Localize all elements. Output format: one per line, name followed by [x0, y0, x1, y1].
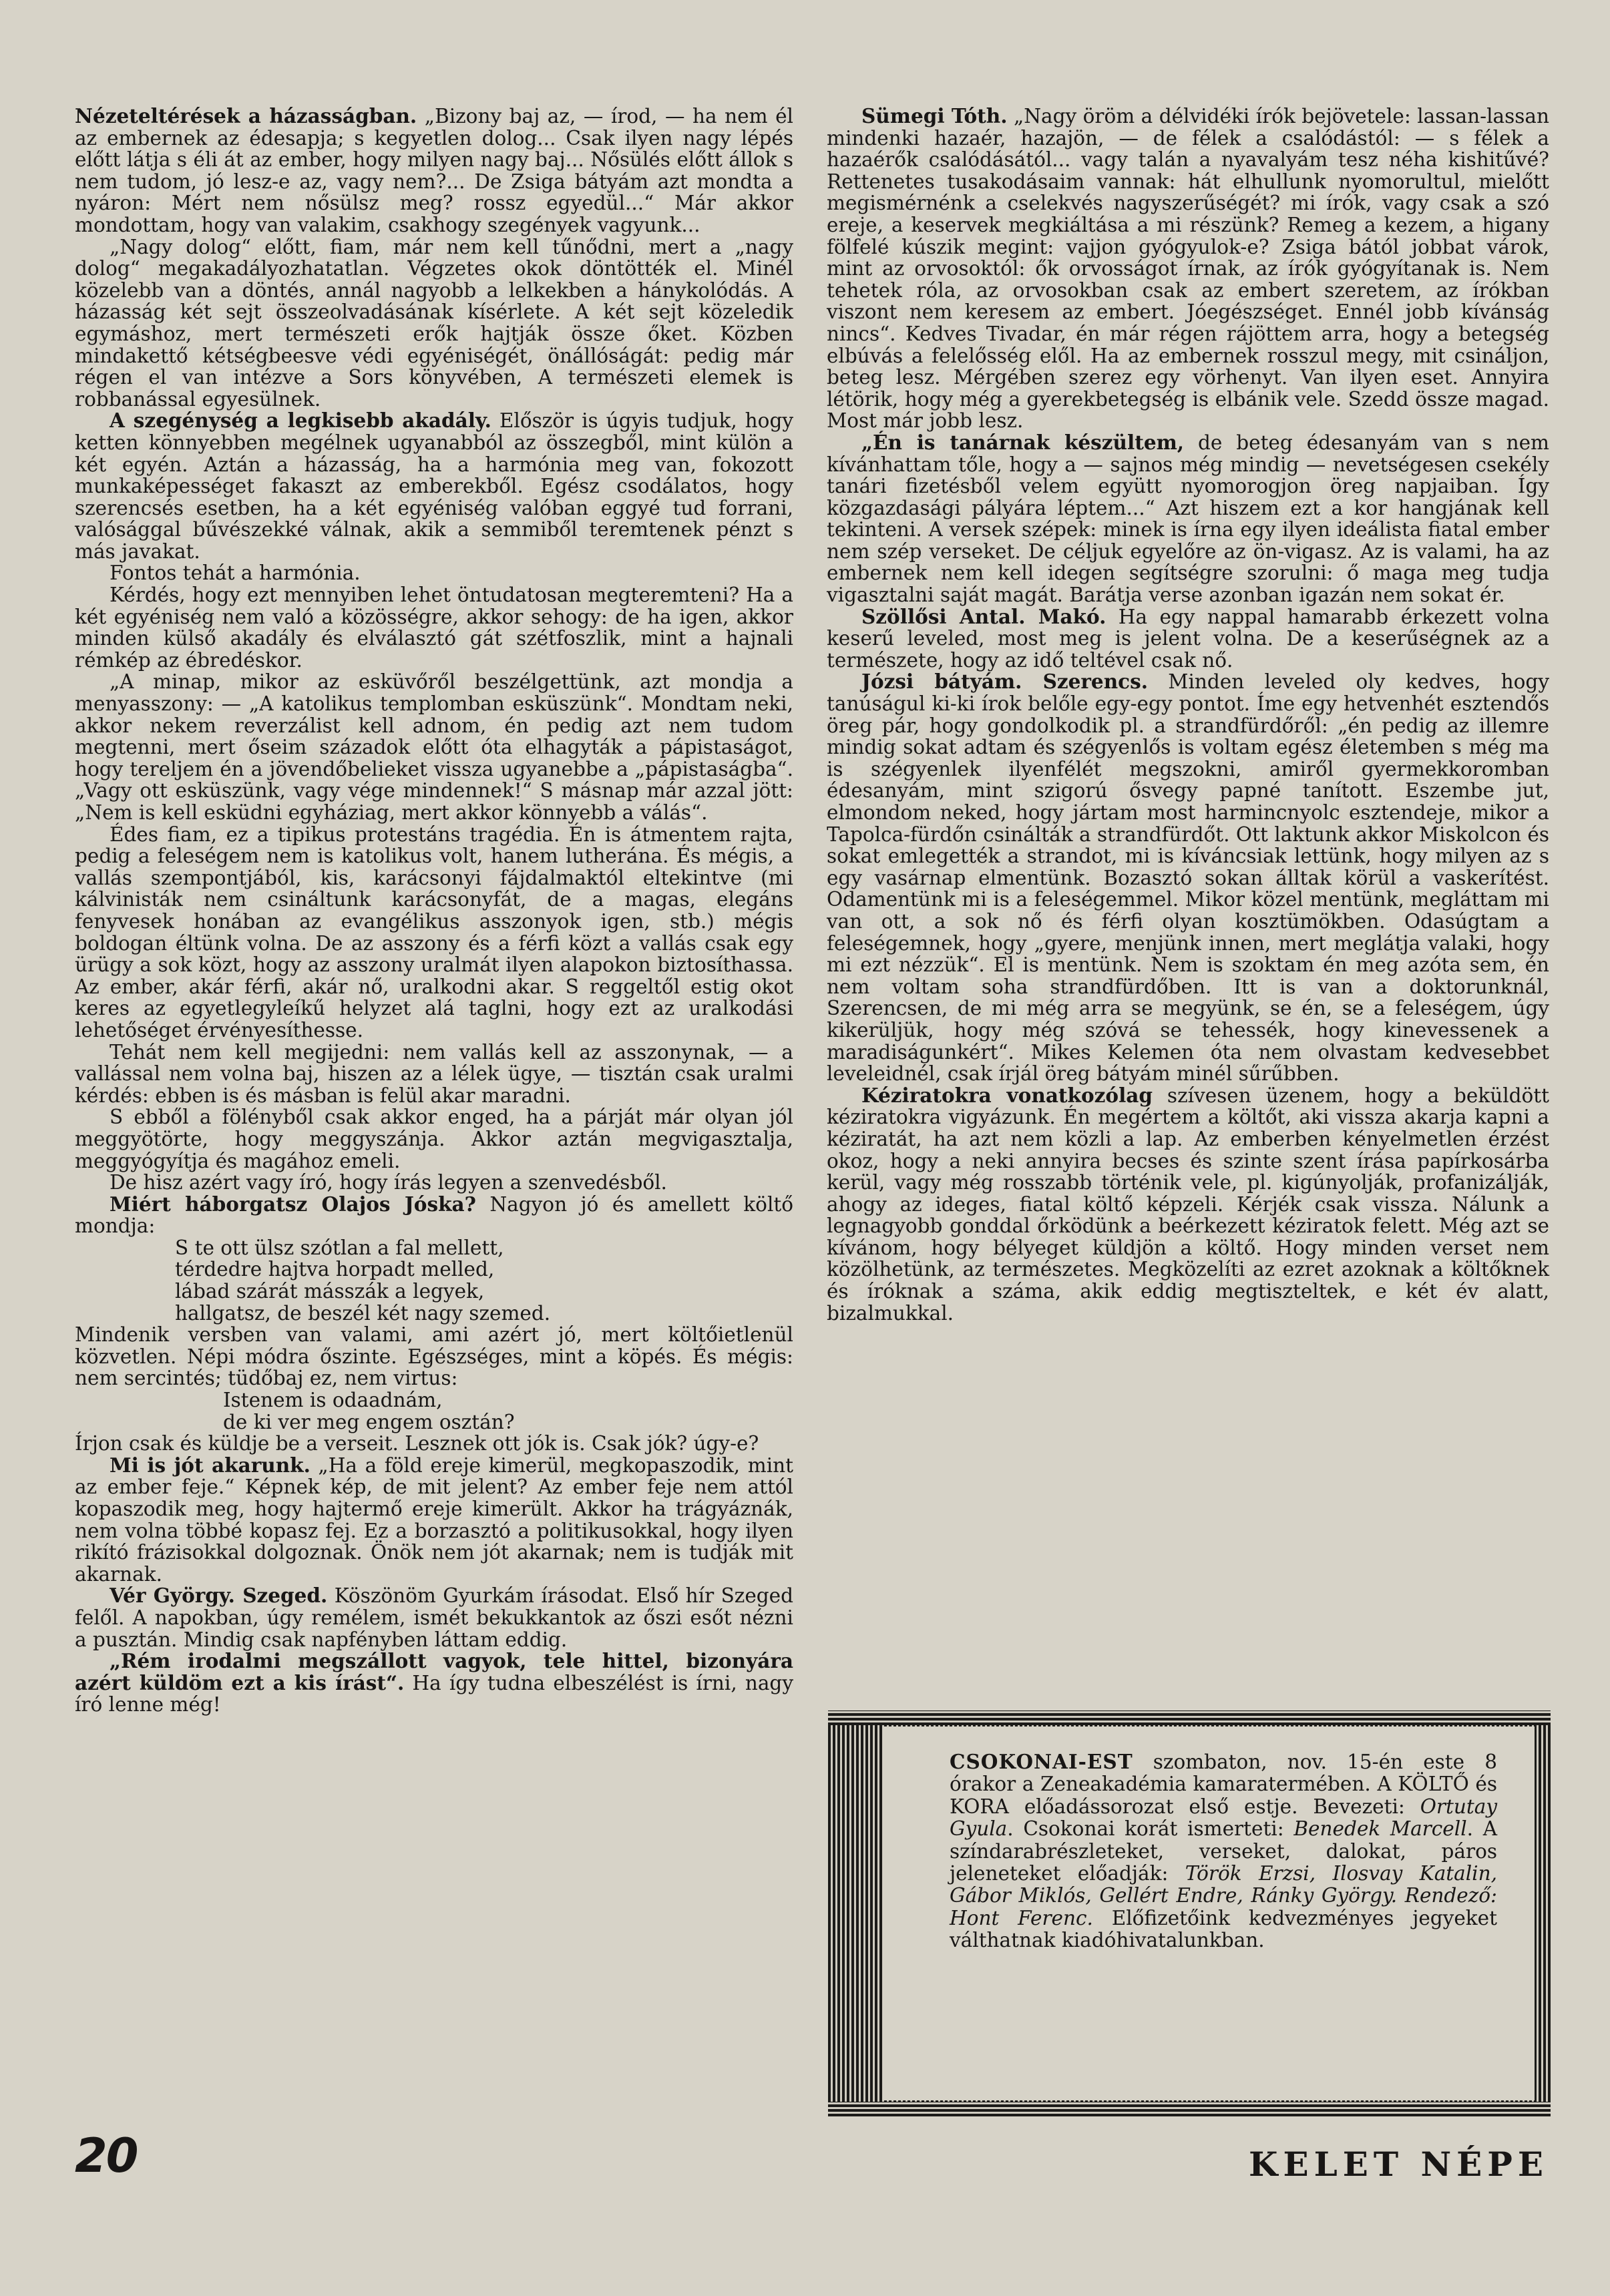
paragraph-text: Ha egy nappal hamarabb érkezett volna keserű leveled, most meg is jelent volna. De a keserűségnek az a természete, hogy az idő teltével csak nő. — [827, 605, 1549, 672]
poem-line: Istenem is odaadnám, — [223, 1389, 443, 1412]
paragraph — [75, 584, 793, 671]
reader-heading: „Rém irodalmi megszállott vagyok, tele hittel, bizonyára azért küldöm ezt a kis írást“. — [75, 1649, 793, 1694]
reader-heading: Nézeteltérések a házasságban. — [75, 104, 417, 128]
reader-heading: Miért háborgatsz Olajos Jóska? — [110, 1192, 476, 1216]
notice-text: . A színdarabrészleteket, verseket, dalokat, páros jeleneteket előadják: — [950, 1817, 1497, 1885]
poem-line: hallgatsz, de beszél két nagy szemed. — [175, 1301, 551, 1325]
performer-names: Török Erzsi, Ilosvay Katalin, Gábor Miklós, Gellért Endre, Ránky György. — [950, 1862, 1497, 1907]
reader-heading: Vér György. Szeged. — [110, 1584, 328, 1608]
border-stripes-bottom — [828, 2102, 1551, 2116]
paragraph — [75, 105, 793, 236]
magazine-name: KELET NÉPE — [1249, 2144, 1549, 2184]
paragraph-text: „A minap, mikor az esküvőről beszélgettünk, azt mondja a menyasszony: — „A katolikus templomban esküszünk“. Mondtam neki, akkor nekem reverzálist kell adnom, én pedig azt nem tudom megtenni, mert őseim századok előtt óta elhagyták a pápistaságot, hogy tereljem én a jövendőbelieket vissza ugyanebbe a „pápistaságba“. „Vagy ott esküszünk, vagy vége mindennek!“ S másnap már azzal jött: „Nem is kell esküdni egyháziag, mert akkor könnyebb a válás“. — [75, 670, 793, 824]
event-notice-box — [828, 1710, 1551, 2116]
event-title: CSOKONAI-EST — [950, 1750, 1133, 1773]
poem-line: térdedre hajtva horpadt melled, — [175, 1258, 495, 1281]
border-stripes-top — [828, 1710, 1551, 1725]
paragraph-text: Fontos tehát a harmónia. — [110, 561, 361, 585]
paragraph-text: Ha így tudna elbeszélést is írni, nagy író lenne még! — [75, 1671, 793, 1716]
left-column — [75, 105, 793, 1716]
paragraph — [75, 1455, 793, 1586]
reader-heading: Kéziratokra vonatkozólag — [861, 1083, 1153, 1107]
paragraph-text: Köszönöm Gyurkám írásodat. Első hír Szeged felől. A napokban, úgy remélem, ismét bekukkantok az őszi esőt nézni a pusztán. Mindig csak napfényben láttam eddig. — [75, 1584, 794, 1651]
reader-heading: Szöllősi Antal. Makó. — [861, 604, 1106, 628]
poem-line: de ki ver meg engem osztán? — [223, 1410, 515, 1433]
event-notice-text — [883, 1727, 1535, 2100]
series-name-part: KÖLTŐ — [1398, 1773, 1469, 1796]
paragraph-text: Minden leveled oly kedves, hogy tanúságul ki-ki írok belőle egy-egy pontot. Íme egy hetvenhét esztendős öreg pár, hogy gondolkodik pl. a strandfürdőről: „én pedig az illemre mindig sokat adtam és szégyenlős is voltam egész életemben s még ma is szégyenlek ilyenfélét megszokni, amiről gyermekkoromban édesanyám, mint szigorú ősvegy papné tanított. Eszembe jut, elmondom neked, hogy jártam most harmincnyolc esztendeje, mikor a Tapolca-fürdőn csinálták a strandfürdőt. Ott laktunk akkor Miskolcon és sokat emlegették a strandot, mi is kíváncsiak lettünk, hogy milyen az s egy vasárnap elmentünk. Bozasztó sokan álltak körül a vaskerítést. Odamentünk mi is a feleségemmel. Mikor közel mentünk, megláttam mi van ott, a sok nő és férfi olyan kosztümökben. Odasúgtam a feleségemnek, hogy „gyere, menjünk innen, mert meglátja valaki, hogy mi ezt nézzük“. El is mentünk. Nem is szoktam én meg azóta sem, én nem voltam soha strandfürdőben. Itt is van a doktorunknál, Szerencsen, de mi még arra se megyünk, se én, se a feleségem, úgy kikerüljük, hogy még szóvá se tehessék, hogy kinevessenek a maradiságunkért“. Mikes Kelemen óta nem olvastam kedvesebbet leveleidnél, csak írjál öreg bátyám minél sűrűbben. — [827, 670, 1549, 1086]
paragraph — [827, 432, 1549, 606]
paragraph — [75, 562, 793, 584]
lecturer-name: Benedek Marcell — [1293, 1817, 1467, 1841]
reader-heading: „Én is tanárnak készültem, — [861, 430, 1185, 454]
paragraph-text: szívesen üzenem, hogy a beküldött kéziratokra vigyázunk. Én megértem a költőt, aki vissza akarja kapni a kéziratát, ha azt nem közli a lap. Az emberben kényelmetlen érzést okoz, hogy a neki annyira becses és szinte szent írása papírkosárba kerül, vagy még rosszabb történik vele, pl. kigúnyolják, profanizálják, ahogy az ideges, fiatal költő képzeli. Kérjék csak vissza. Nálunk a legnagyobb gonddal őrködünk a beérkezett kéziratok felett. Még azt se kívánom, hogy bélyeget küldjön a költő. Hogy minden verset nem közölhetünk, az természetes. Megközelíti az ezret azoknak a költőknek és íróknak a száma, akik eddig megtiszteltek, e két év alatt, bizalmukkal. — [827, 1084, 1549, 1325]
paragraph-text: Tehát nem kell megijedni: nem vallás kell az asszonynak, — a vallással nem volna baj, hiszen az a lélek ügye, — tisztán csak uralmi kérdés: ebben is és másban is felül akar maradni. — [75, 1040, 793, 1107]
paragraph-text: Nagyon jó és amellett költő mondja: — [75, 1192, 793, 1238]
reader-heading: Sümegi Tóth. — [861, 104, 1008, 128]
paragraph-text: „Ha a föld ereje kimerül, megkopaszodik, mint az ember feje.“ Képnek kép, de mit jelent? Az ember feje nem attól kopaszodik meg, hogy hajtermő ereje kimerült. Akkor ha trágyáznák, nem volna többé kopasz fej. Ez a borzasztó a politikusokkal, hogy ilyen rikító frázisokkal dolgoznak. Önök nem jót akarnak; nem is tudják mit akarnak. — [75, 1453, 793, 1586]
paragraph — [827, 1085, 1549, 1325]
paragraph — [75, 1650, 793, 1716]
paragraph-text: Először is úgyis tudjuk, hogy ketten könnyebben megélnek ugyanabból az összegből, mint külön a két egyén. Aztán a házasság, ha a harmónia meg van, fokozott munkaképességet fakaszt az emberekből. Egész csodálatos, hogy szerencsés esetben, ha a két egyéniség valóban eggyé tud forrani, valósággal bűvészekké válnak, akik a semmiből teremtenek pénzt s más javakat. — [75, 409, 793, 563]
notice-text — [1397, 1884, 1405, 1907]
reader-heading: A szegénység a legkisebb akadály. — [110, 409, 491, 433]
paragraph-text: „Nagy öröm a délvidéki írók bejövetele: lassan-lassan mindenki hazaér, hazajön, — de félek a csalódástól: — s félek a hazaérők csalódásától... vagy talán a nyavalyám tesz néha kishitűvé? Rettenetes tusakodásaim vannak: hát elhullunk nyomorultul, mielőtt megismérnénk a cselekvés nagyszerűségét? mi írók, vagy csak a szó ereje, a keservek megkiáltása a mi részünk? Remeg a kezem, a higany fölfelé kúszik megint: vajjon gyógyulok-e? Zsiga bától jobbat várok, mint az orvosoktól: ők orvosságot írnak, az írók gyógyítanak is. Nem tehetek róla, az orvosokban csak az embert szeretem, az írókban viszont nem keresem az embert. Jóegészséget. Ennél jobb kívánság nincs“. Kedves Tivadar, én már régen rájöttem arra, hogy a betegség elbúvás a felelősség elől. Ha az embernek rosszul megy, mit csináljon, beteg lesz. Mérgében szerez egy vörhenyt. Van ilyen eset. Annyira létörik, hogy még a gyerekbetegség is elbánik vele. Szedd össze magad. Most már jobb lesz. — [827, 105, 1549, 433]
paragraph — [75, 1172, 793, 1194]
paragraph — [75, 824, 793, 1042]
paragraph-text: de beteg édesanyám van s nem kívánhattam tőle, hogy a — sajnos még mindig — nevetségesen csekély tanári fizetésből velem együtt nyomorogjon öreg napjaiban. Így közgazdasági pályára léptem...“ Azt hiszem ezt a kor hangjának kell tekinteni. A versek szépek: minek is írna egy ilyen ideálista fiatal ember nem szép verseket. De céljuk egyelőre az ön-vigasz. Az is valami, ha az embernek nem kell idegen segítségre szorulni: ő maga meg tudja vigasztalni saját magát. Barátja verse azonban igazán nem sokat ér. — [827, 431, 1549, 607]
paragraph — [75, 410, 793, 562]
paragraph — [75, 236, 793, 411]
director-label: Rendező: — [1404, 1884, 1497, 1907]
notice-text: . Csokonai korát ismerteti: — [1007, 1817, 1294, 1841]
notice-text: és — [1468, 1773, 1498, 1796]
poem-quote — [75, 1237, 793, 1324]
paragraph — [75, 1433, 793, 1455]
director-name: Hont Ferenc. — [950, 1906, 1093, 1929]
paragraph-text: Mindenik versben van valami, ami azért jó, mert költőietlenül közvetlen. Népi módra őszinte. Egészséges, mint a köpés. És mégis: nem sercintés; tüdőbaj ez, nem virtus: — [75, 1323, 793, 1390]
reader-heading: Józsi bátyám. Szerencs. — [861, 670, 1148, 694]
paragraph — [75, 1042, 793, 1107]
paragraph — [827, 606, 1549, 672]
paragraph-text: „Nagy dolog“ előtt, fiam, már nem kell tűnődni, mert a „nagy dolog“ megakadályozhatatlan. Végzetes okok döntötték el. Minél közelebb van a döntés, annál nagyobb a lelkekben a hánykolódás. A házasság két sejt összeolvadásának kísérlete. A két sejt közeledik egymáshoz, mert természeti erők hajtják össze őket. Közben mindakettő kétségbeesve védi egyéniségét, önállóságát: pedig már régen el van intézve a Sors könyvében, A természeti elemek is robbanással egyesülnek. — [75, 235, 793, 411]
paragraph-text: Írjon csak és küldje be a verseit. Lesznek ott jók is. Csak jók? úgy-e? — [75, 1432, 759, 1455]
paragraph — [827, 671, 1549, 1084]
paragraph — [75, 1106, 793, 1172]
paragraph — [75, 1585, 793, 1650]
paragraph-text: Édes fiam, ez a tipikus protestáns tragédia. Én is átmentem rajta, pedig a feleségem nem is katolikus volt, hanem lutherána. És mégis, a vallás szempontjából, kis, karácsonyi fájdalmaktól eltekintve (mi kálvinisták nem csináltunk karácsonyfát, de a magas, elegáns fenyvesek honában az evangélikus asszonyok igen, stb.) mégis boldogan éltünk volna. De az asszony és a férfi közt a vallás csak egy ürügy a sok közt, hogy az asszony uralmát ilyen alapokon biztosíthassa. Az ember, akár férfi, akár nő, uralkodni akar. S reggeltől estig okot keres az egyetlegyleíkű helyzet alá taglni, hogy ezt az uralkodási lehetőséget érvényesíthesse. — [75, 823, 793, 1042]
series-name-part: KORA — [950, 1795, 1009, 1818]
poem-quote — [75, 1389, 793, 1433]
paragraph-text: S ebből a fölényből csak akkor enged, ha a párját már olyan jól meggyötörte, hogy meggyszánja. Akkor aztán megvigasztalja, meggyógyítja és magához emeli. — [75, 1106, 793, 1172]
presenter-name: Ortutay Gyula — [950, 1795, 1497, 1841]
notice-text: szombaton, nov. 15-én este 8 órakor a Zeneakadémia kamaratermében. A — [950, 1751, 1497, 1796]
paragraph-text: Kérdés, hogy ezt mennyiben lehet öntudatosan megteremteni? Ha a két egyéniség nem való a közösségre, akkor sehogy: de ha igen, akkor minden külső akadály és elválasztó gát szétfoszlik, mint a hajnali rémkép az ébredéskor. — [75, 584, 793, 672]
poem-line: S te ott ülsz szótlan a fal mellett, — [175, 1236, 504, 1259]
notice-text: Előfizetőink kedvezményes jegyeket válthatnak kiadóhivatalunkban. — [950, 1906, 1497, 1952]
reader-heading: Mi is jót akarunk. — [110, 1453, 311, 1477]
paragraph-text: „Bizony baj az, — írod, — ha nem él az embernek az édesapja; s kegyetlen dolog... Csak ilyen nagy lépés előtt látja s éli át az ember, hogy milyen nagy baj... Nősülés előtt állok s nem tudom, jó lesz-e az, vagy nem?... De Zsiga bátyám azt mondta a nyáron: Mért nem nősülsz meg? rossz egyedül...“ Már akkor mondottam, hogy van valakim, csakhogy szegények vagyunk... — [75, 105, 793, 236]
poem-line: lábad szárát másszák a legyek, — [175, 1280, 485, 1303]
paragraph — [75, 671, 793, 823]
right-column — [827, 105, 1549, 1324]
paragraph — [827, 105, 1549, 432]
notice-text: előadássorozat első estje. Bevezeti: — [1008, 1795, 1420, 1818]
page-number: 20 — [75, 2128, 138, 2183]
paragraph-text: De hisz azért vagy író, hogy írás legyen a szenvedésből. — [110, 1171, 667, 1194]
paragraph — [75, 1194, 793, 1237]
paragraph — [75, 1324, 793, 1389]
